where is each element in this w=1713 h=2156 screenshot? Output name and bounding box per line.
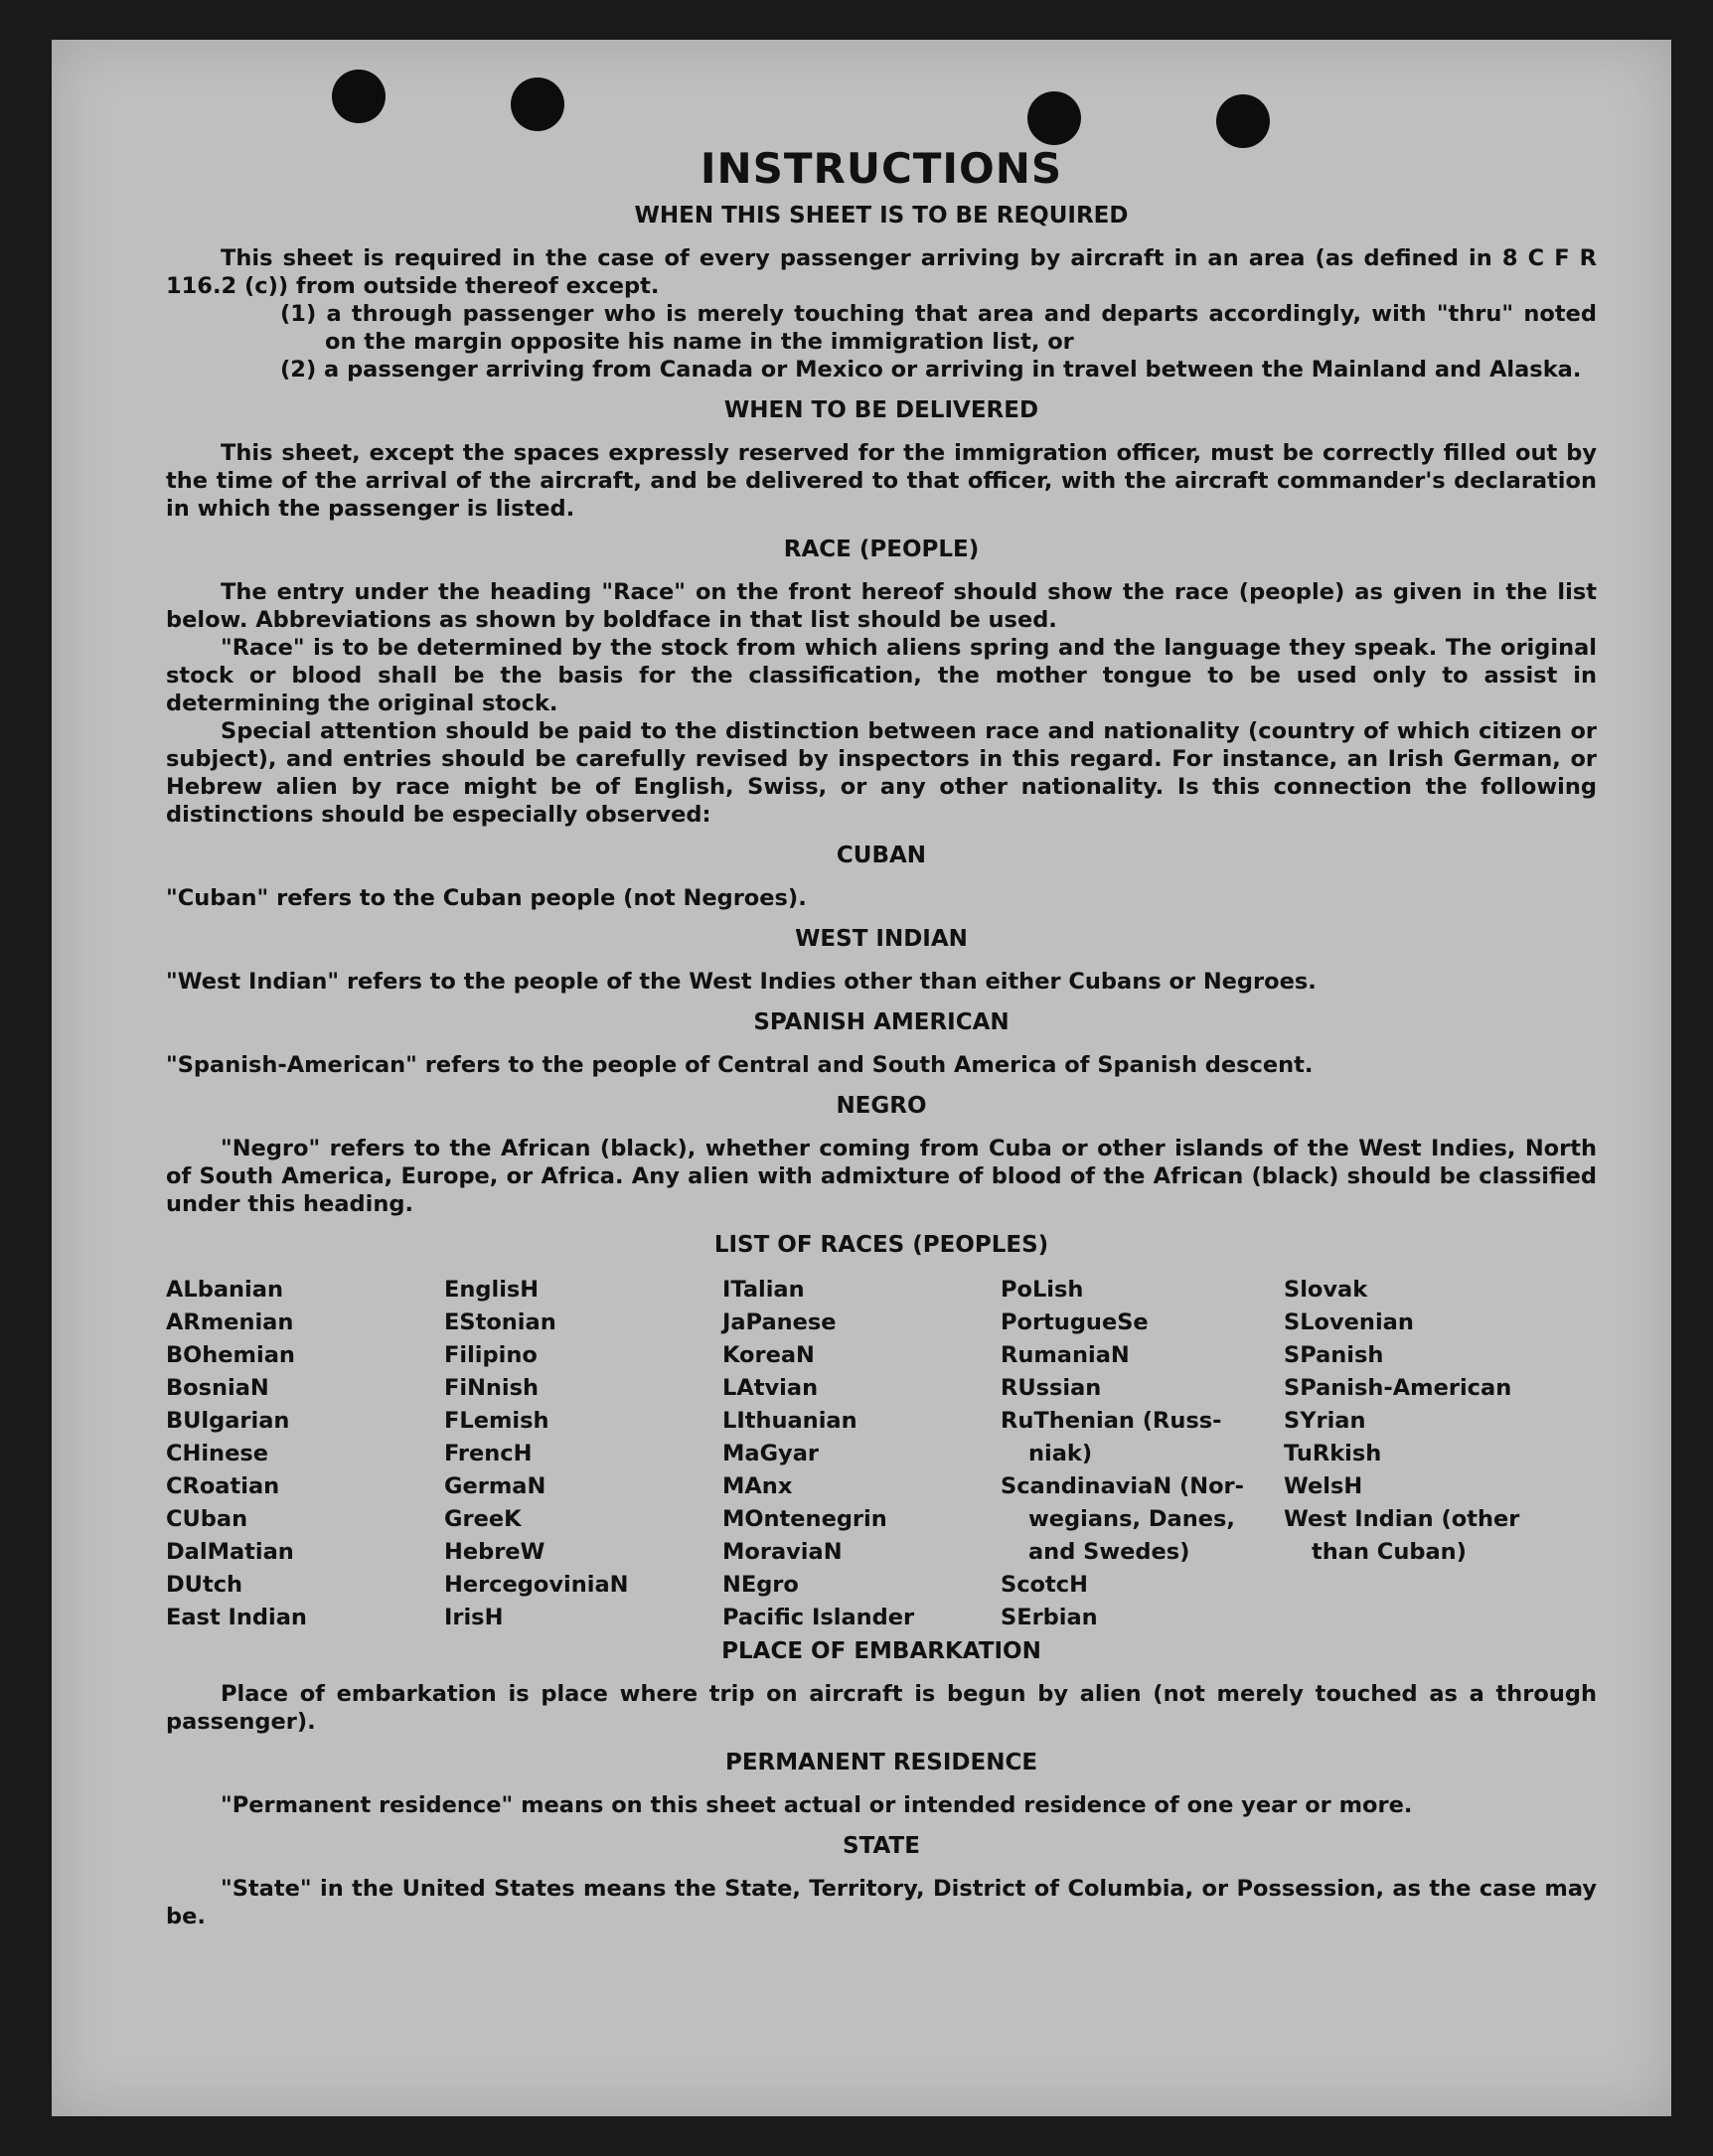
race-entry: MAnx [722,1473,793,1499]
race-entry: Pacific Islander [722,1605,915,1630]
section-heading-required: WHEN THIS SHEET IS TO BE REQUIRED [634,203,1129,229]
race-entry: SYrian [1284,1408,1366,1434]
race-entry: than Cuban) [1312,1539,1467,1565]
race-entry: ScotcH [1001,1572,1088,1598]
race-entry: SPanish [1284,1342,1384,1368]
race-entry: FrencH [444,1441,533,1466]
race-entry: HebreW [444,1539,545,1565]
required-intro: This sheet is required in the case of every passenger arriving by aircraft in an area (as defined in 8 C F R 116.2 (c)) from outside thereof except. [166,245,1597,299]
section-heading-west-indian: WEST INDIAN [795,926,968,952]
races-list [166,1274,1597,1634]
race-entry: SLovenian [1284,1309,1414,1335]
race-entry: GreeK [444,1506,522,1532]
race-entry: TuRkish [1284,1441,1382,1466]
section-heading-residence: PERMANENT RESIDENCE [724,1750,1038,1775]
punch-hole [1216,94,1270,148]
race-entry: and Swedes) [1028,1539,1190,1565]
race-entry: West Indian (other [1284,1506,1520,1532]
races-column [722,1274,1001,1634]
race-entry: East Indian [166,1605,307,1630]
section-heading-negro: NEGRO [836,1093,927,1119]
section-heading-embarkation: PLACE OF EMBARKATION [721,1638,1041,1664]
races-column [444,1274,722,1634]
required-item-1: (1) a through passenger who is merely touching that area and departs accordingly, with "thru" noted on the margin opposite his name in the immigration list, or [280,301,1597,355]
race-entry: GermaN [444,1473,546,1499]
race-paragraph-3: Special attention should be paid to the distinction between race and nationality (country of which citizen or subject), and entries should be carefully revised by inspectors in this regard. For instance, an Irish German, or Hebrew alien by race might be of English, Swiss, or any other nationality. Is this connection the following distinctions should be especially observed: [166,718,1597,828]
race-entry: niak) [1028,1441,1093,1466]
race-entry: ITalian [722,1277,805,1303]
negro-text: "Negro" refers to the African (black), whether coming from Cuba or other islands of the West Indies, North of South America, Europe, or Africa. Any alien with admixture of blood of the African (black) should be classified under this heading. [166,1136,1597,1217]
west-indian-text: "West Indian" refers to the people of the West Indies other than either Cubans or Negroes. [166,969,1317,995]
race-entry: MoraviaN [722,1539,843,1565]
delivered-text: This sheet, except the spaces expressly reserved for the immigration officer, must be correctly filled out by the time of the arrival of the aircraft, and be delivered to that officer, with the aircraft commander's declaration in which the passenger is listed. [166,440,1597,522]
race-entry: ARmenian [166,1309,294,1335]
race-entry: BosniaN [166,1375,269,1401]
race-entry: HercegoviniaN [444,1572,629,1598]
race-entry: DUtch [166,1572,243,1598]
section-heading-cuban: CUBAN [836,843,927,868]
race-entry: RUssian [1001,1375,1102,1401]
section-heading-state: STATE [843,1833,920,1859]
race-entry: IrisH [444,1605,504,1630]
races-column [166,1274,444,1634]
race-entry: LAtvian [722,1375,819,1401]
document-sheet [52,40,1671,2116]
section-heading-spanish-american: SPANISH AMERICAN [753,1009,1010,1035]
races-column [1284,1274,1582,1634]
page-title: INSTRUCTIONS [700,144,1063,193]
race-entry: wegians, Danes, [1028,1506,1235,1532]
race-entry: Filipino [444,1342,538,1368]
race-entry: LIthuanian [722,1408,857,1434]
race-paragraph-1: The entry under the heading "Race" on the front hereof should show the race (people) as given in the list below. Abbreviations as shown by boldface in that list should be used. [166,579,1597,633]
race-entry: NEgro [722,1572,799,1598]
race-entry: Slovak [1284,1277,1368,1303]
race-entry: PoLish [1001,1277,1084,1303]
race-entry: FiNnish [444,1375,540,1401]
section-heading-race: RACE (PEOPLE) [783,537,980,562]
race-entry: RumaniaN [1001,1342,1130,1368]
race-entry: FLemish [444,1408,549,1434]
race-entry: WelsH [1284,1473,1363,1499]
race-entry: SErbian [1001,1605,1098,1630]
race-entry: CUban [166,1506,248,1532]
races-column [1001,1274,1284,1634]
race-entry: PortugueSe [1001,1309,1149,1335]
race-entry: MaGyar [722,1441,819,1466]
state-text: "State" in the United States means the State, Territory, District of Columbia, or Possession, as the case may be. [166,1876,1597,1929]
race-entry: ALbanian [166,1277,283,1303]
spanish-american-text: "Spanish-American" refers to the people of Central and South America of Spanish descent. [166,1052,1314,1078]
race-paragraph-2: "Race" is to be determined by the stock from which aliens spring and the language they speak. The original stock or blood shall be the basis for the classification, the mother tongue to be used only to assist in determining the original stock. [166,635,1597,716]
race-entry: BUlgarian [166,1408,290,1434]
residence-text: "Permanent residence" means on this sheet actual or intended residence of one year or more. [221,1792,1413,1818]
race-entry: CRoatian [166,1473,280,1499]
instructions-content [166,144,1597,1930]
punch-hole [1027,91,1081,145]
race-entry: CHinese [166,1441,268,1466]
embarkation-text: Place of embarkation is place where trip on aircraft is begun by alien (not merely touched as a through passenger). [166,1681,1597,1735]
cuban-text: "Cuban" refers to the Cuban people (not Negroes). [166,885,807,911]
race-entry: EnglisH [444,1277,540,1303]
race-entry: JaPanese [722,1309,837,1335]
section-heading-delivered: WHEN TO BE DELIVERED [723,397,1039,423]
race-entry: RuThenian (Russ- [1001,1408,1222,1434]
race-entry: SPanish-American [1284,1375,1512,1401]
section-heading-list-of-races: LIST OF RACES (PEOPLES) [713,1232,1049,1258]
race-entry: ScandinaviaN (Nor- [1001,1473,1244,1499]
required-item-2: (2) a passenger arriving from Canada or Mexico or arriving in travel between the Mainland and Alaska. [280,357,1582,383]
race-entry: BOhemian [166,1342,295,1368]
race-entry: EStonian [444,1309,556,1335]
race-entry: KoreaN [722,1342,815,1368]
punch-hole [332,70,386,123]
race-entry: MOntenegrin [722,1506,887,1532]
punch-hole [511,77,564,131]
race-entry: DalMatian [166,1539,294,1565]
